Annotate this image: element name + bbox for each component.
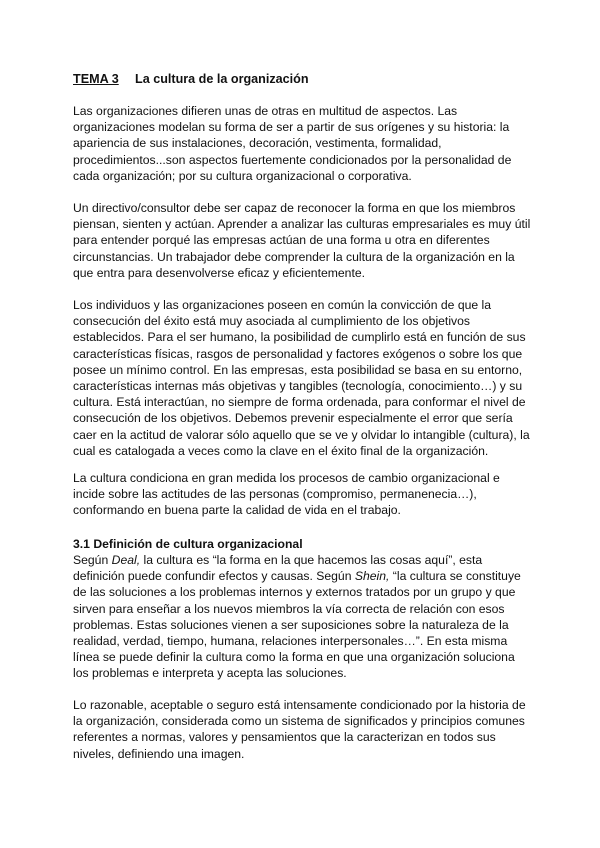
paragraph-6: Lo razonable, aceptable o seguro está intensamente condicionado por la historia de la organización, considerada como un sistema de significados y principios comunes referentes a normas, valores y pensamientos que la caracterizan en todos sus niveles, definiendo una imagen. — [73, 698, 526, 761]
page-title — [73, 71, 309, 87]
paragraph-5 — [73, 552, 533, 682]
author-shein: Shein, — [354, 569, 390, 584]
p5-text-c: “la cultura se constituye de las soluciones a los problemas internos y externos tratados por un grupo y que sirven para enseñar a los nuevos miembros la vía correcta de relación con esos problemas. Estas soluciones vienen a ser suposiciones sobre la naturaleza de la realidad, verdad, tiempo, humana, relaciones interpersonales…”. En esta misma línea se puede definir la cultura como la forma en que una organización soluciona los problemas e interpreta y acepta las soluciones. — [73, 569, 521, 681]
author-deal: Deal, — [111, 553, 141, 567]
tema-label: TEMA 3 — [73, 72, 119, 86]
paragraph-2: Un directivo/consultor debe ser capaz de reconocer la forma en que los miembros piensan, sienten y actúan. Aprender a analizar las culturas empresariales es muy útil para entender porqué las empresas actúan de una forma u otra en diferentes circunstancias. Un trabajador debe comprender la cultura de la organización en la que entra para desenvolverse eficaz y eficientemente. — [73, 201, 531, 280]
p5-text-b: la cultura es “la forma en la que hacemos las cosas aquí”, esta definición puede confundir efectos y causas. Según — [73, 553, 483, 584]
section-heading: 3.1 Definición de cultura organizacional — [73, 537, 303, 551]
paragraph-4: La cultura condiciona en gran medida los procesos de cambio organizacional e incide sobre las actitudes de las personas (compromiso, permanenecia…), conformando en buena parte la calidad de vida en el trabajo. — [73, 471, 500, 518]
paragraph-1: Las organizaciones difieren unas de otras en multitud de aspectos. Las organizaciones modelan su forma de ser a partir de sus orígenes y su historia: la apariencia de sus instalaciones, decoración, vestimenta, formalidad, procedimientos...son aspectos fuertemente condicionados por la personalidad de cada organización; por su cultura organizacional o corporativa. — [73, 104, 512, 183]
p5-text-a: Según — [73, 553, 112, 567]
tema-title: La cultura de la organización — [135, 72, 309, 86]
paragraph-3: Los individuos y las organizaciones poseen en común la convicción de que la consecución del éxito está muy asociada al cumplimiento de los objetivos establecidos. Para el ser humano, la posibilidad de cumplirlo está en función de sus características físicas, rasgos de personalidad y factores exógenos o sobre los que posee un mínimo control. En las empresas, esta posibilidad se basa en su entorno, características internas más objetivas y tangibles (tecnología, conocimiento…) y su cultura. Está interactúan, no siempre de forma ordenada, para conformar el nivel de consecución de los objetivos. Debemos prevenir especialmente el error que sería caer en la actitud de valorar sólo aquello que se ve y olvidar lo intangible (cultura), la cual es catalogada a veces como la clave en el éxito final de la organización. — [73, 298, 530, 458]
